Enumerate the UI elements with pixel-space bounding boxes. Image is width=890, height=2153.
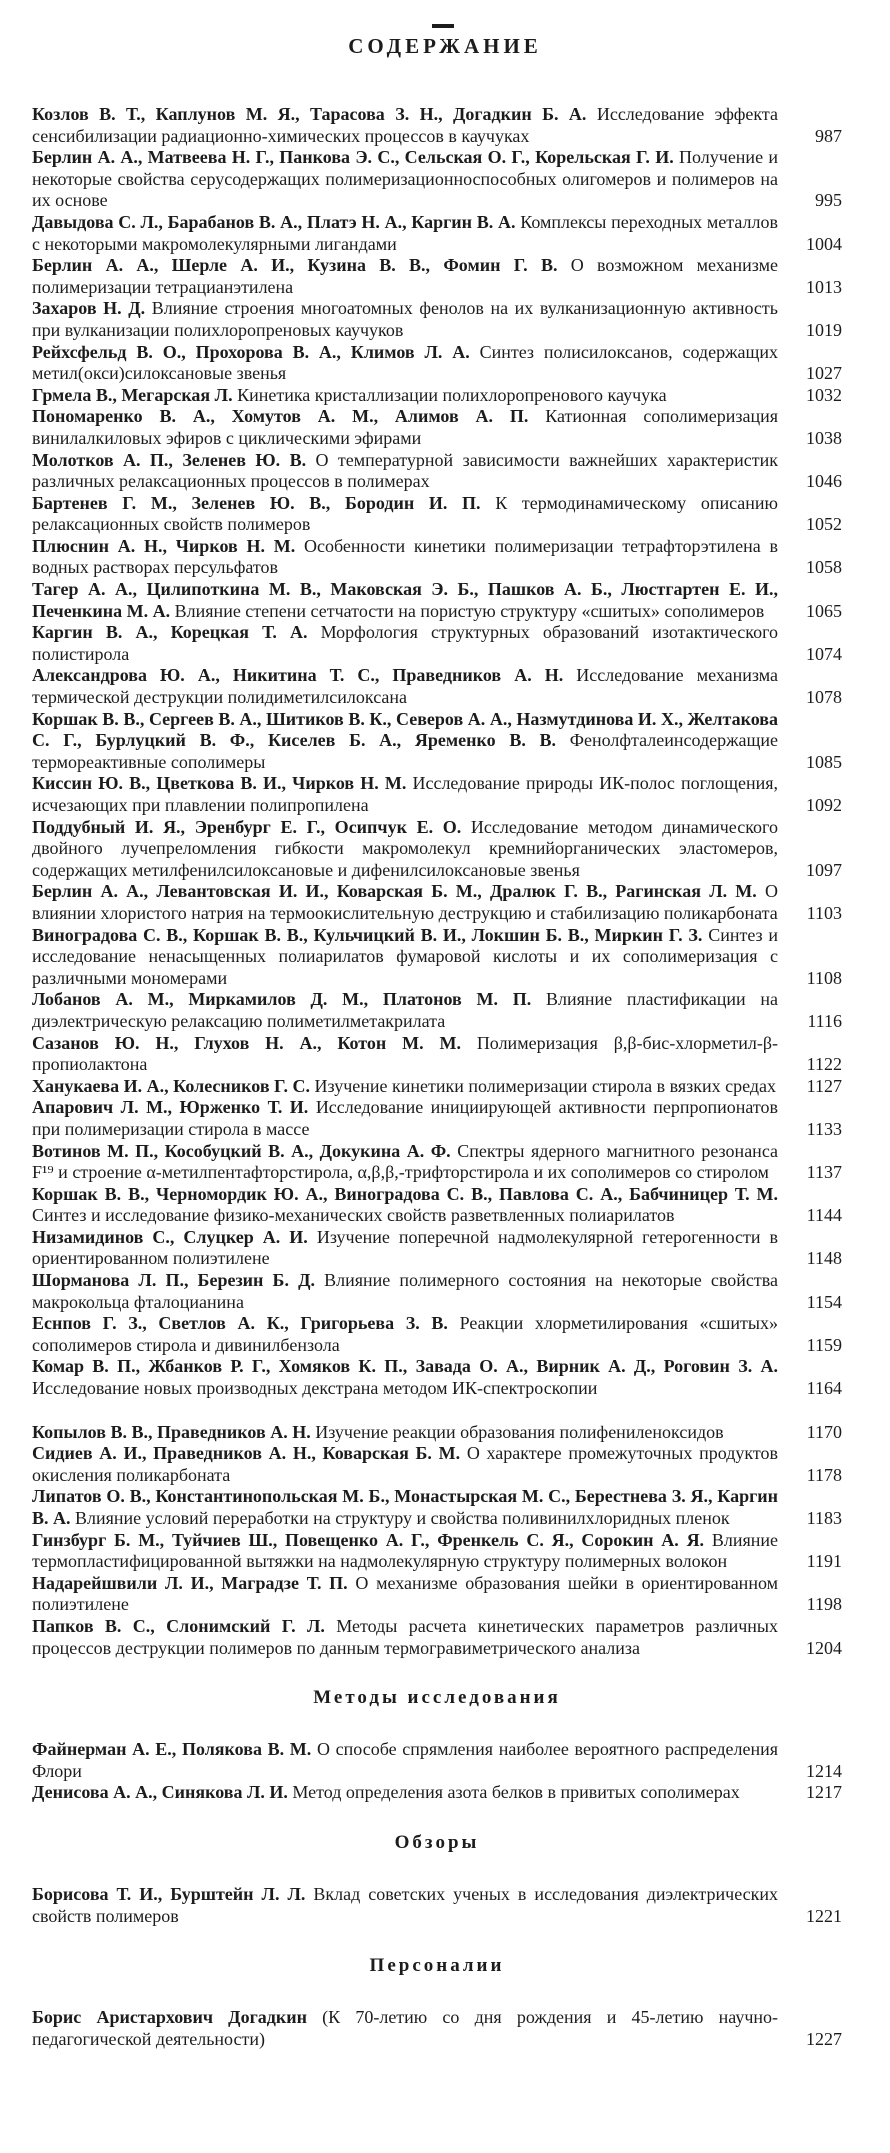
section-heading: Обзоры — [394, 1831, 480, 1853]
entry-text — [32, 579, 778, 622]
entry-page-number: 1078 — [806, 687, 842, 708]
entry-title: Спектры ядерного магнитного резонанса F¹⁹ и строение α-метилпентафторстирола, α,β,β,-трифторстирола и их сополимеров со стиролом — [32, 1140, 779, 1183]
entry-authors: Сидиев А. И., Праведников А. Н., Коварская Б. М. — [32, 1443, 461, 1464]
entry-authors: Берлин А. А., Шерле А. И., Кузина В. В., Фомин Г. В. — [32, 255, 558, 276]
entry-authors: Файнерман А. Е., Полякова В. М. — [32, 1739, 312, 1760]
entry-text — [32, 2007, 778, 2050]
entry-authors: Гинзбург Б. М., Туйчиев Ш., Повещенко А. Г., Френкель С. Я., Сорокин А. Я. — [32, 1529, 705, 1550]
entry-page-number: 1013 — [806, 276, 842, 297]
entry-authors: Бартенев Г. М., Зеленев Ю. В., Бородин И. П. — [32, 492, 481, 513]
main-entries — [32, 104, 842, 1659]
entry-page-number: 1108 — [806, 967, 842, 988]
toc-entry — [32, 1227, 842, 1270]
entry-page-number: 1178 — [806, 1464, 842, 1485]
toc-entry — [32, 1782, 842, 1804]
entry-title: К термодинамическому описанию релаксационных свойств полимеров — [32, 492, 778, 535]
toc-entry — [32, 622, 842, 665]
entry-title: О влиянии хлористого натрия на термоокислительную деструкцию и стабилизацию поликарбоната — [32, 881, 778, 923]
entry-authors: Захаров Н. Д. — [32, 298, 146, 319]
entry-text — [32, 1076, 778, 1098]
entry-text — [32, 385, 778, 407]
section-heading: Персоналии — [369, 1955, 505, 1977]
entry-authors: Берлин А. А., Матвеева Н. Г., Панкова Э. С., Сельская О. Г., Корельская Г. И. — [32, 147, 674, 168]
entry-title: О способе спрямления наиболее вероятного распределения Флори — [32, 1739, 779, 1781]
entry-text — [32, 1739, 778, 1782]
entry-text — [32, 1184, 778, 1227]
entry-authors: Вотинов М. П., Кособуцкий В. А., Докукина А. Ф. — [32, 1140, 451, 1161]
entry-text — [32, 1616, 778, 1659]
entry-title: Изучение поперечной надмолекулярной гетерогенности в ориентированном полиэтилене — [32, 1226, 778, 1269]
entry-page-number: 1144 — [806, 1205, 842, 1226]
entry-title: Исследование методом динамического двойного лучепреломления гибкости макромолекул кремнийорганических эластомеров, содержащих метилфенилсилоксановые и дифенилсилоксановые звенья — [32, 816, 778, 880]
toc-entry — [32, 1141, 842, 1184]
entry-title: Полимеризация β,β-бис-хлорметил-β-пропиолактона — [32, 1032, 779, 1075]
entry-authors: Борис Аристархович Догадкин — [32, 2007, 307, 2028]
toc-entry — [32, 536, 842, 579]
entry-page-number: 1004 — [806, 233, 842, 254]
entry-title: Влияние степени сетчатости на пористую структуру «сшитых» сополимеров — [174, 600, 765, 621]
entry-page-number: 1097 — [806, 859, 842, 880]
toc-entry — [32, 665, 842, 708]
entry-text — [32, 147, 778, 212]
entry-page-number: 1204 — [806, 1637, 842, 1658]
entry-page-number: 1065 — [806, 600, 842, 621]
entry-authors: Козлов В. Т., Каплунов М. Я., Тарасова З. Н., Догадкин Б. А. — [32, 104, 587, 124]
contents-list — [32, 104, 842, 2050]
entry-page-number: 1164 — [806, 1378, 842, 1399]
entry-title: О температурной зависимости важнейших характеристик различных релаксационных процессов в полимерах — [32, 449, 778, 492]
entry-page-number: 1137 — [806, 1162, 842, 1183]
entry-authors: Низамидинов С., Слуцкер А. И. — [32, 1226, 308, 1247]
entry-page-number: 1191 — [806, 1551, 842, 1572]
entry-page-number: 1122 — [806, 1054, 842, 1075]
entry-text — [32, 298, 778, 341]
entry-text — [32, 104, 778, 147]
entry-title: Метод определения азота белков в привитых сополимерах — [292, 1782, 740, 1803]
entry-authors: Липатов О. В., Константинопольская М. Б., Монастырская М. С., Берестнева З. Я., Каргин В. А. — [32, 1486, 778, 1528]
entry-page-number: 1058 — [806, 557, 842, 578]
entry-page-number: 1032 — [806, 384, 842, 405]
toc-entry — [32, 1486, 842, 1529]
entry-title: (К 70-летию со дня рождения и 45-летию научно-педагогической деятельности) — [32, 2007, 778, 2049]
toc-entry — [32, 104, 842, 147]
entry-title: Изучение кинетики полимеризации стирола в вязких средах — [314, 1075, 777, 1096]
entry-authors: Денисова А. А., Синякова Л. И. — [32, 1782, 288, 1803]
toc-entry — [32, 1097, 842, 1140]
entry-text — [32, 212, 778, 255]
entry-page-number: 1159 — [806, 1334, 842, 1355]
entry-text — [32, 881, 778, 924]
entry-text — [32, 1356, 778, 1399]
entry-title: Влияние строения многоатомных фенолов на их вулканизационную активность при вулканизации полихлоропреновых каучуков — [32, 298, 778, 340]
entry-authors: Пономаренко В. А., Хомутов А. М., Алимов А. П. — [32, 406, 529, 427]
entry-page-number: 1183 — [806, 1508, 842, 1528]
entry-page-number: 1092 — [806, 795, 842, 815]
entry-title: Вклад советских ученых в исследования диэлектрических свойств полимеров — [32, 1883, 778, 1926]
entry-page-number: 1221 — [806, 1905, 842, 1926]
toc-entry — [32, 255, 842, 298]
entry-page-number: 995 — [815, 190, 842, 211]
toc-entry — [32, 1184, 842, 1227]
entry-authors: Виноградова С. В., Коршак В. В., Кульчицкий В. И., Локшин Б. В., Миркин Г. З. — [32, 924, 703, 945]
entry-text — [32, 1486, 778, 1529]
entry-text — [32, 1443, 778, 1486]
toc-entry — [32, 1313, 842, 1356]
entry-authors: Сазанов Ю. Н., Глухов Н. А., Котон М. М. — [32, 1032, 461, 1053]
toc-entry — [32, 925, 842, 990]
entry-title: Изучение реакции образования полифениленоксидов — [315, 1421, 724, 1442]
entry-authors: Грмела В., Мегарская Л. — [32, 384, 233, 405]
entry-text — [32, 1097, 778, 1140]
entry-title: Исследование природы ИК-полос поглощения, исчезающих при плавлении полипропилена — [32, 773, 778, 815]
section-heading: Методы исследования — [313, 1687, 561, 1709]
toc-entry — [32, 1573, 842, 1616]
top-dash — [432, 24, 454, 28]
entry-title: Особенности кинетики полимеризации тетрафторэтилена в водных растворах персульфатов — [32, 535, 778, 578]
entry-authors: Коршак В. В., Сергеев В. А., Шитиков В. К., Северов А. А., Назмутдинова И. Х., Желтакова С. Г., Бурлуцкий В. Ф., Киселев Б. А., Яременко В. В. — [32, 708, 778, 751]
entry-title: Синтез и исследование ненасыщенных полиарилатов фумаровой кислоты и их сополимеризация с различными мономерами — [32, 924, 779, 988]
entry-title: Влияние пластификации на диэлектрическую релаксацию полиметилметакрилата — [32, 989, 778, 1031]
entry-page-number: 987 — [815, 125, 842, 146]
entry-page-number: 1214 — [806, 1760, 842, 1781]
entry-page-number: 1038 — [806, 427, 842, 448]
entry-page-number: 1227 — [806, 2028, 842, 2049]
entry-page-number: 1052 — [806, 514, 842, 535]
entry-title: Влияние условий переработки на структуру и свойства поливинилхлоридных пленок — [75, 1508, 730, 1528]
entry-text — [32, 342, 778, 385]
toc-entry — [32, 1530, 842, 1573]
entry-text — [32, 1141, 778, 1184]
entry-text — [32, 773, 778, 816]
entry-authors: Шорманова Л. П., Березин Б. Д. — [32, 1270, 315, 1291]
toc-entry — [32, 1443, 842, 1486]
entry-authors: Молотков А. П., Зеленев Ю. В. — [32, 449, 307, 470]
entry-text — [32, 925, 778, 990]
entry-page-number: 1046 — [806, 471, 842, 492]
entry-authors: Еснпов Г. З., Светлов А. К., Григорьева З. В. — [32, 1313, 448, 1334]
entry-title: Влияние полимерного состояния на некоторые свойства макрокольца фталоцианина — [32, 1270, 778, 1312]
toc-entry — [32, 1739, 842, 1782]
page-title: СОДЕРЖАНИЕ — [348, 34, 542, 58]
toc-entry — [32, 385, 842, 407]
toc-entry — [32, 817, 842, 882]
entry-authors: Давыдова С. Л., Барабанов В. А., Платэ Н. А., Каргин В. А. — [32, 211, 516, 232]
entry-title: Исследование инициирующей активности перпропионатов при полимеризации стирола в массе — [32, 1097, 779, 1139]
toc-entry — [32, 881, 842, 924]
entry-title: О характере промежуточных продуктов окисления поликарбоната — [32, 1443, 778, 1485]
entry-authors: Каргин В. А., Корецкая Т. А. — [32, 622, 308, 643]
entry-authors: Надарейшвили Л. И., Маградзе Т. П. — [32, 1572, 348, 1593]
toc-entry — [32, 1422, 842, 1444]
entry-page-number: 1027 — [806, 363, 842, 384]
entry-authors: Рейхсфельд В. О., Прохорова В. А., Климов Л. А. — [32, 341, 470, 362]
toc-entry — [32, 2007, 842, 2050]
entry-title: Синтез и исследование физико-механических свойств разветвленных полиарилатов — [32, 1205, 675, 1226]
entry-title: Комплексы переходных металлов с некоторыми макромолекулярными лигандами — [32, 211, 778, 254]
entry-title: Фенолфталеинсодержащие термореактивные сополимеры — [32, 730, 778, 772]
entry-title: Синтез полисилоксанов, содержащих метил(окси)силоксановые звенья — [32, 341, 778, 384]
entry-page-number: 1085 — [806, 751, 842, 772]
entry-title: Кинетика кристаллизации полихлоропренового каучука — [237, 384, 667, 405]
entry-title: Получение и некоторые свойства серусодержащих полимеризационноспособных олигомеров и полимеров на их основе — [32, 147, 778, 211]
entry-text — [32, 255, 778, 298]
toc-entry — [32, 147, 842, 212]
entry-page-number: 1116 — [807, 1010, 842, 1031]
entry-text — [32, 622, 778, 665]
entry-text — [32, 817, 778, 882]
toc-entry — [32, 212, 842, 255]
entry-title: Влияние термопластифицированной вытяжки на надмолекулярную структуру полимерных волокон — [32, 1529, 778, 1572]
entry-authors: Ханукаева И. А., Колесников Г. С. — [32, 1075, 310, 1096]
toc-entry — [32, 1884, 842, 1927]
entry-authors: Лобанов А. М., Миркамилов Д. М., Платонов М. П. — [32, 989, 532, 1010]
toc-entry — [32, 709, 842, 774]
entry-title: Исследование механизма термической деструкции полидиметилсилоксана — [32, 665, 778, 708]
entry-title: О возможном механизме полимеризации тетрацианэтилена — [32, 255, 779, 297]
entry-text — [32, 1573, 778, 1616]
entry-text — [32, 1530, 778, 1573]
entry-page-number: 1170 — [806, 1421, 842, 1442]
entry-page-number: 1019 — [806, 319, 842, 340]
entry-page-number: 1198 — [806, 1594, 842, 1615]
entry-authors: Копылов В. В., Праведников А. Н. — [32, 1421, 311, 1442]
entry-authors: Плюснин А. Н., Чирков Н. М. — [32, 535, 296, 556]
entry-authors: Борисова Т. И., Бурштейн Л. Л. — [32, 1883, 306, 1904]
entry-title: Исследование эффекта сенсибилизации радиационно-химических процессов в каучуках — [32, 104, 779, 146]
toc-entry — [32, 1076, 842, 1098]
entry-text — [32, 450, 778, 493]
toc-entry — [32, 493, 842, 536]
entry-page-number: 1154 — [806, 1291, 842, 1312]
entry-authors: Комар В. П., Жбанков Р. Г., Хомяков К. П., Завада О. А., Вирник А. Д., Роговин З. А. — [32, 1356, 778, 1377]
toc-entry — [32, 773, 842, 816]
entry-text — [32, 493, 778, 536]
entry-text — [32, 1270, 778, 1313]
entry-text — [32, 709, 778, 774]
toc-entry — [32, 450, 842, 493]
entry-title: Реакции хлорметилирования «сшитых» сополимеров стирола и дивинилбензола — [32, 1313, 778, 1355]
entry-page-number: 1217 — [806, 1782, 842, 1803]
toc-entry — [32, 298, 842, 341]
toc-entry — [32, 989, 842, 1032]
entry-authors: Тагер А. А., Цилипоткина М. В., Маковская Э. Б., Пашков А. Б., Люстгартен Е. И., Печенкина М. А. — [32, 579, 778, 621]
group-spacer — [32, 1400, 842, 1422]
toc-entry — [32, 1033, 842, 1076]
entry-page-number: 1133 — [806, 1118, 842, 1139]
entry-authors: Папков В. С., Слонимский Г. Л. — [32, 1615, 325, 1636]
entry-title: Морфология структурных образований изотактического полистирола — [32, 622, 779, 664]
entry-text — [32, 1884, 778, 1927]
entry-text — [32, 536, 778, 579]
entry-text — [32, 665, 778, 708]
entry-page-number: 1127 — [806, 1075, 842, 1096]
entry-text — [32, 1033, 778, 1076]
entry-authors: Апарович Л. М., Юрженко Т. И. — [32, 1097, 309, 1118]
entry-text — [32, 406, 778, 449]
entry-page-number: 1148 — [806, 1248, 842, 1269]
entry-text — [32, 1227, 778, 1270]
entry-authors: Киссин Ю. В., Цветкова В. И., Чирков Н. М. — [32, 773, 407, 794]
entry-authors: Александрова Ю. А., Никитина Т. С., Праведников А. Н. — [32, 665, 564, 686]
entry-text — [32, 1782, 778, 1804]
toc-entry — [32, 1270, 842, 1313]
entry-authors: Коршак В. В., Черномордик Ю. А., Виноградова С. В., Павлова С. А., Бабчиницер Т. М. — [32, 1183, 778, 1204]
toc-entry — [32, 1616, 842, 1659]
entry-page-number: 1103 — [806, 902, 842, 923]
entry-text — [32, 1313, 778, 1356]
entry-authors: Берлин А. А., Левантовская И. И., Коварская Б. М., Дралюк Г. В., Рагинская Л. М. — [32, 881, 757, 902]
toc-entry — [32, 342, 842, 385]
toc-entry — [32, 1356, 842, 1399]
entry-text — [32, 1422, 778, 1444]
sections — [32, 1687, 842, 2050]
toc-entry — [32, 406, 842, 449]
entry-page-number: 1074 — [806, 643, 842, 664]
entry-title: Методы расчета кинетических параметров различных процессов деструкции полимеров по данным термогравиметрического анализа — [32, 1615, 779, 1658]
entry-title: Катионная сополимеризация винилалкиловых эфиров с циклическими эфирами — [32, 406, 779, 448]
entry-title: О механизме образования шейки в ориентированном полиэтилене — [32, 1572, 778, 1615]
entry-authors: Поддубный И. Я., Эренбург Е. Г., Осипчук Е. О. — [32, 816, 462, 837]
entry-title: Исследование новых производных декстрана методом ИК-спектроскопии — [32, 1378, 598, 1399]
entry-text — [32, 989, 778, 1032]
toc-entry — [32, 579, 842, 622]
